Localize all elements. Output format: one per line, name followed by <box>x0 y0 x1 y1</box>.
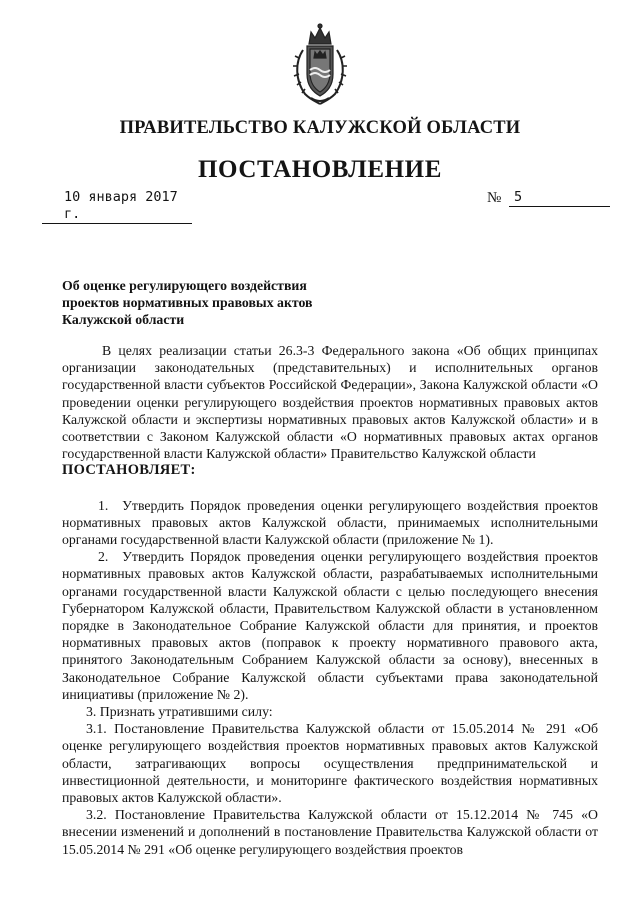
document-body <box>62 342 598 858</box>
list-item: 1. Утвердить Порядок проведения оценки регулирующего воздействия проектов нормативных правовых актов Калужской области, принимаемых исполнительными органами государственной власти Калужской области (приложение № 1). <box>62 497 598 548</box>
document-number: 5 <box>509 189 610 207</box>
list-item: 3.2. Постановление Правительства Калужской области от 15.12.2014 № 745 «О внесении изменений и дополнений в постановление Правительства Калужской области от 15.05.2014 № 291 «Об оценке регулирующего воздействия проектов <box>62 807 598 857</box>
document-type: ПОСТАНОВЛЕНИЕ <box>197 156 443 183</box>
list-item: 2. Утвердить Порядок проведения оценки регулирующего воздействия проектов нормативных правовых актов Калужской области, разрабатываемых исполнительными органами государственной власти Калужской области с целью последующего внесения Губернатором Калужской области, Правительством Калужской области в установленном порядке в Законодательное Собрание Калужской области для принятия, и проектов нормативных правовых актов (поправок к проекту нормативного правового акта, принятого Законодательным Собранием Калужской области за основу), внесенных в Законодательное Собрание Калужской области субъектами права законодательной инициативы (приложение № 2). <box>62 549 598 702</box>
decree-word: ПОСТАНОВЛЯЕТ: <box>62 462 196 479</box>
number-label: № <box>487 190 502 206</box>
list-item: 3. Признать утратившими силу: <box>86 704 273 720</box>
organization-name: ПРАВИТЕЛЬСТВО КАЛУЖСКОЙ ОБЛАСТИ <box>119 118 521 138</box>
document-subject <box>62 277 362 328</box>
list-item: 3.1. Постановление Правительства Калужской области от 15.05.2014 № 291 «Об оценке регулирующего воздействия проектов нормативных правовых актов Калужской области, затрагивающих вопросы осуществления предпринимательской и инвестиционной деятельности, и мониторинге фактического воздействия нормативных правовых актов Калужской области». <box>62 721 598 806</box>
subject-line: проектов нормативных правовых актов <box>62 295 313 310</box>
subject-line: Об оценке регулирующего воздействия <box>62 278 307 293</box>
kaluga-coat-of-arms-icon <box>289 22 351 106</box>
preamble-text: В целях реализации статьи 26.3-3 Федерального закона «Об общих принципах организации законодательных (представительных) и исполнительных органов государственной власти субъектов Российской Федерации», Закона Калужской области «О проведении оценки регулирующего воздействия проектов нормативных правовых актов Калужской области и экспертизы нормативных правовых актов Калужской области» и в соответствии с Законом Калужской области «О нормативных правовых актах органов государственной власти Калужской области» Правительство Калужской области <box>62 343 598 462</box>
subject-line: Калужской области <box>62 312 185 327</box>
document-date: 10 января 2017 г. <box>42 189 192 224</box>
preamble <box>62 342 598 462</box>
